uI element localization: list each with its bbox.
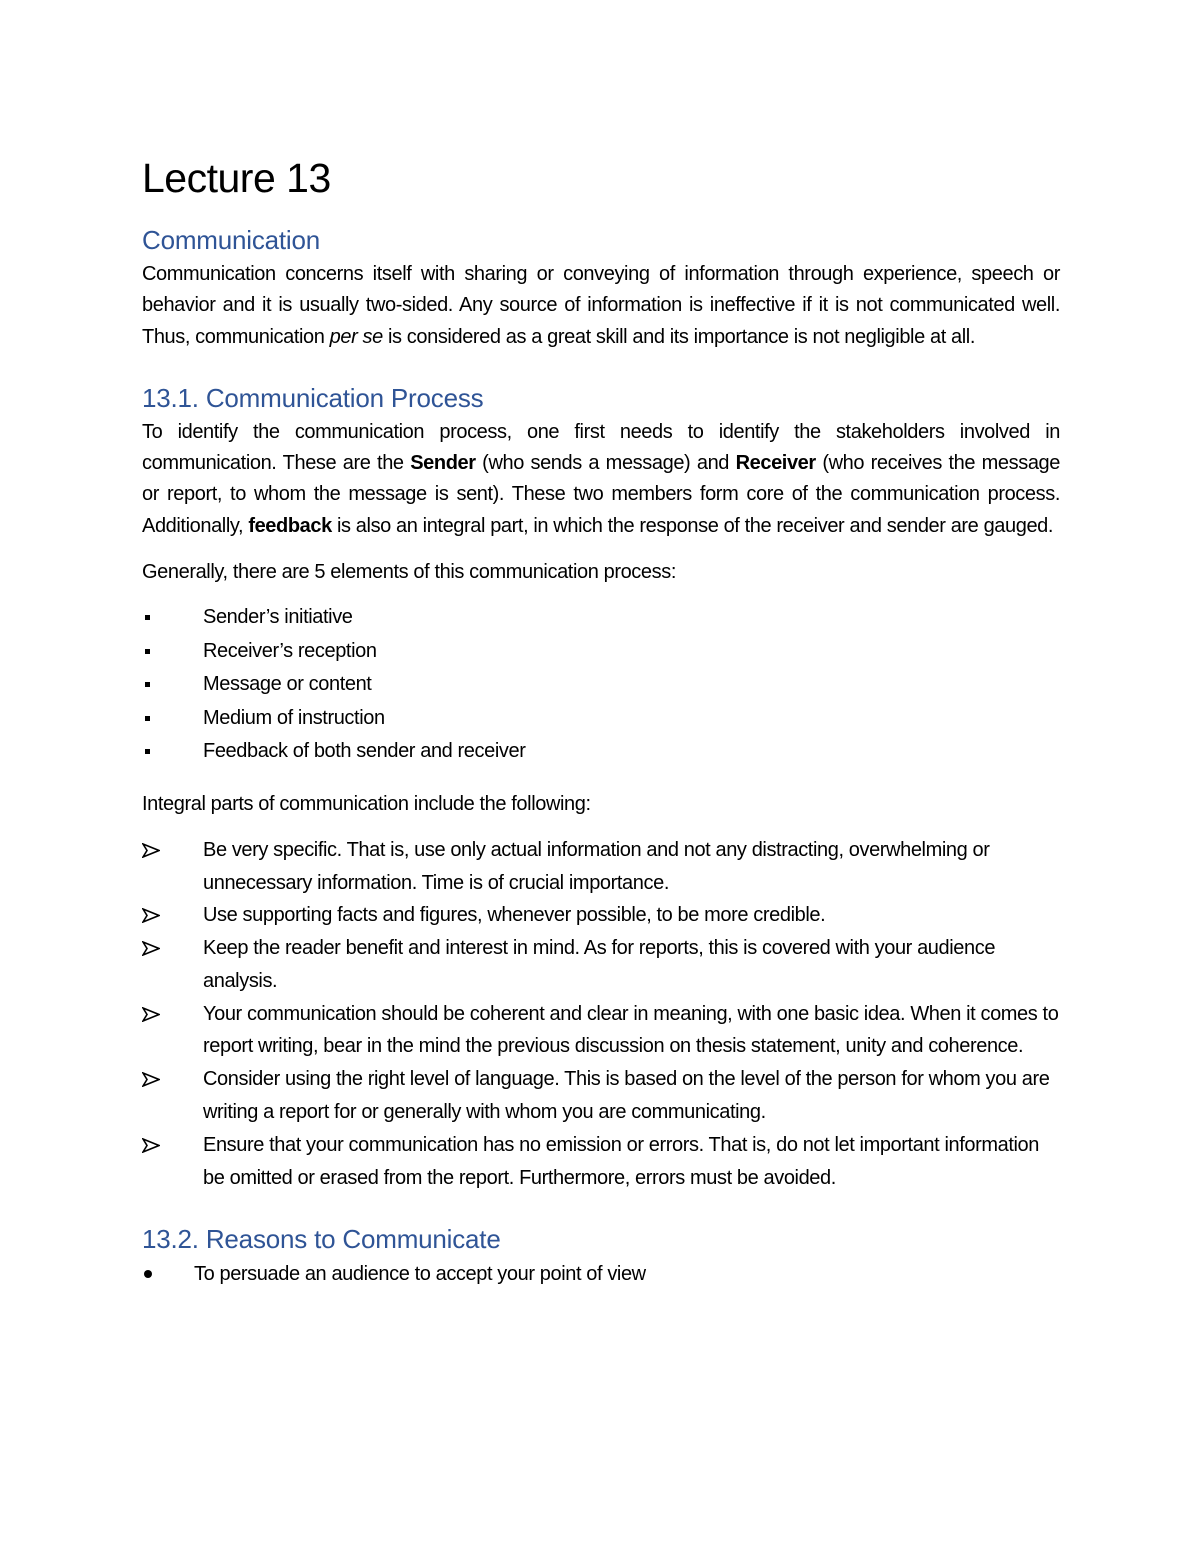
square-bullet-icon bbox=[145, 749, 150, 754]
bold-term-feedback: feedback bbox=[248, 514, 332, 537]
list-item-text: Sender’s initiative bbox=[203, 606, 353, 629]
integral-parts-list bbox=[142, 834, 1060, 1195]
italic-term: per se bbox=[329, 325, 383, 348]
list-item bbox=[142, 834, 1060, 900]
list-item-text: Use supporting facts and figures, whenever possible, to be more credible. bbox=[203, 904, 826, 927]
square-bullet-icon bbox=[145, 615, 150, 620]
list-item-text: Ensure that your communication has no emission or errors. That is, do not let important information be omitted or erased from the report. Furthermore, errors must be avoided. bbox=[203, 1133, 1039, 1189]
list-item bbox=[142, 735, 1060, 768]
bold-term-receiver: Receiver bbox=[735, 452, 816, 475]
arrowhead-bullet-icon bbox=[142, 843, 160, 858]
list-item-text: Receiver’s reception bbox=[203, 639, 377, 662]
list-item-text: Keep the reader benefit and interest in mind. As for reports, this is covered with your audience analysis. bbox=[203, 937, 996, 992]
square-bullet-icon bbox=[145, 716, 150, 721]
text-run: To identify the communication process, one first needs to identify the stakeholders involved in communication. These are the bbox=[142, 420, 1060, 475]
list-item bbox=[142, 998, 1060, 1064]
list-item-text: Medium of instruction bbox=[203, 706, 385, 729]
text-run: Communication concerns itself with sharing or conveying of information through experience, speech or behavior and it is usually two-sided. Any source of information is ineffective if it is not communicated well. Thus, communication bbox=[142, 263, 1060, 348]
list-item bbox=[142, 1063, 1060, 1129]
bold-term-sender: Sender bbox=[410, 452, 476, 475]
arrowhead-bullet-icon bbox=[142, 941, 160, 956]
section-heading-reasons: 13.2. Reasons to Communicate bbox=[142, 1224, 501, 1255]
list-item bbox=[142, 932, 1060, 998]
process-paragraph bbox=[142, 417, 1060, 542]
list-item bbox=[142, 899, 1060, 932]
arrowhead-bullet-icon bbox=[142, 1072, 160, 1087]
arrowhead-bullet-icon bbox=[142, 1138, 160, 1153]
list-item-text: Feedback of both sender and receiver bbox=[203, 740, 526, 762]
text-run: (who receives the message or report, to whom the message is sent). These two members form core of the communication process. Additionally, bbox=[142, 452, 1060, 537]
square-bullet-icon bbox=[145, 649, 150, 654]
arrowhead-bullet-icon bbox=[142, 908, 160, 923]
list-item-text: Your communication should be coherent and clear in meaning, with one basic idea. When it comes to report writing, bear in the mind the previous discussion on thesis statement, unity and coherence. bbox=[203, 1002, 1059, 1058]
section-heading-communication-process: 13.1. Communication Process bbox=[142, 382, 484, 413]
text-run: is also an integral part, in which the response of the receiver and sender are gauged. bbox=[331, 514, 1054, 537]
section-heading-communication: Communication bbox=[142, 225, 321, 255]
list-item bbox=[142, 635, 1060, 668]
list-item-text: Message or content bbox=[203, 673, 372, 696]
document-page bbox=[142, 150, 1060, 1290]
list-item bbox=[142, 1258, 1060, 1290]
elements-intro: Generally, there are 5 elements of this communication process: bbox=[142, 561, 676, 584]
list-item bbox=[142, 601, 1060, 634]
list-item-text: Be very specific. That is, use only actual information and not any distracting, overwhelming or unnecessary information. Time is of crucial importance. bbox=[203, 838, 990, 894]
list-item-text: Consider using the right level of language. This is based on the level of the person for whom you are writing a report for or generally with whom you are communicating. bbox=[203, 1068, 1050, 1124]
reasons-list bbox=[142, 1258, 1060, 1290]
list-item-text: To persuade an audience to accept your point of view bbox=[194, 1263, 646, 1286]
integral-intro: Integral parts of communication include the following: bbox=[142, 793, 591, 816]
communication-paragraph bbox=[142, 259, 1060, 353]
arrowhead-bullet-icon bbox=[142, 1007, 160, 1022]
square-bullet-icon bbox=[145, 682, 150, 687]
text-run: (who sends a message) and bbox=[475, 452, 736, 475]
round-bullet-icon bbox=[144, 1270, 152, 1278]
list-item bbox=[142, 668, 1060, 701]
elements-list bbox=[142, 601, 1060, 768]
text-run: is considered as a great skill and its importance is not negligible at all. bbox=[382, 325, 975, 348]
page-title: Lecture 13 bbox=[142, 155, 331, 201]
list-item bbox=[142, 1129, 1060, 1195]
list-item bbox=[142, 702, 1060, 735]
